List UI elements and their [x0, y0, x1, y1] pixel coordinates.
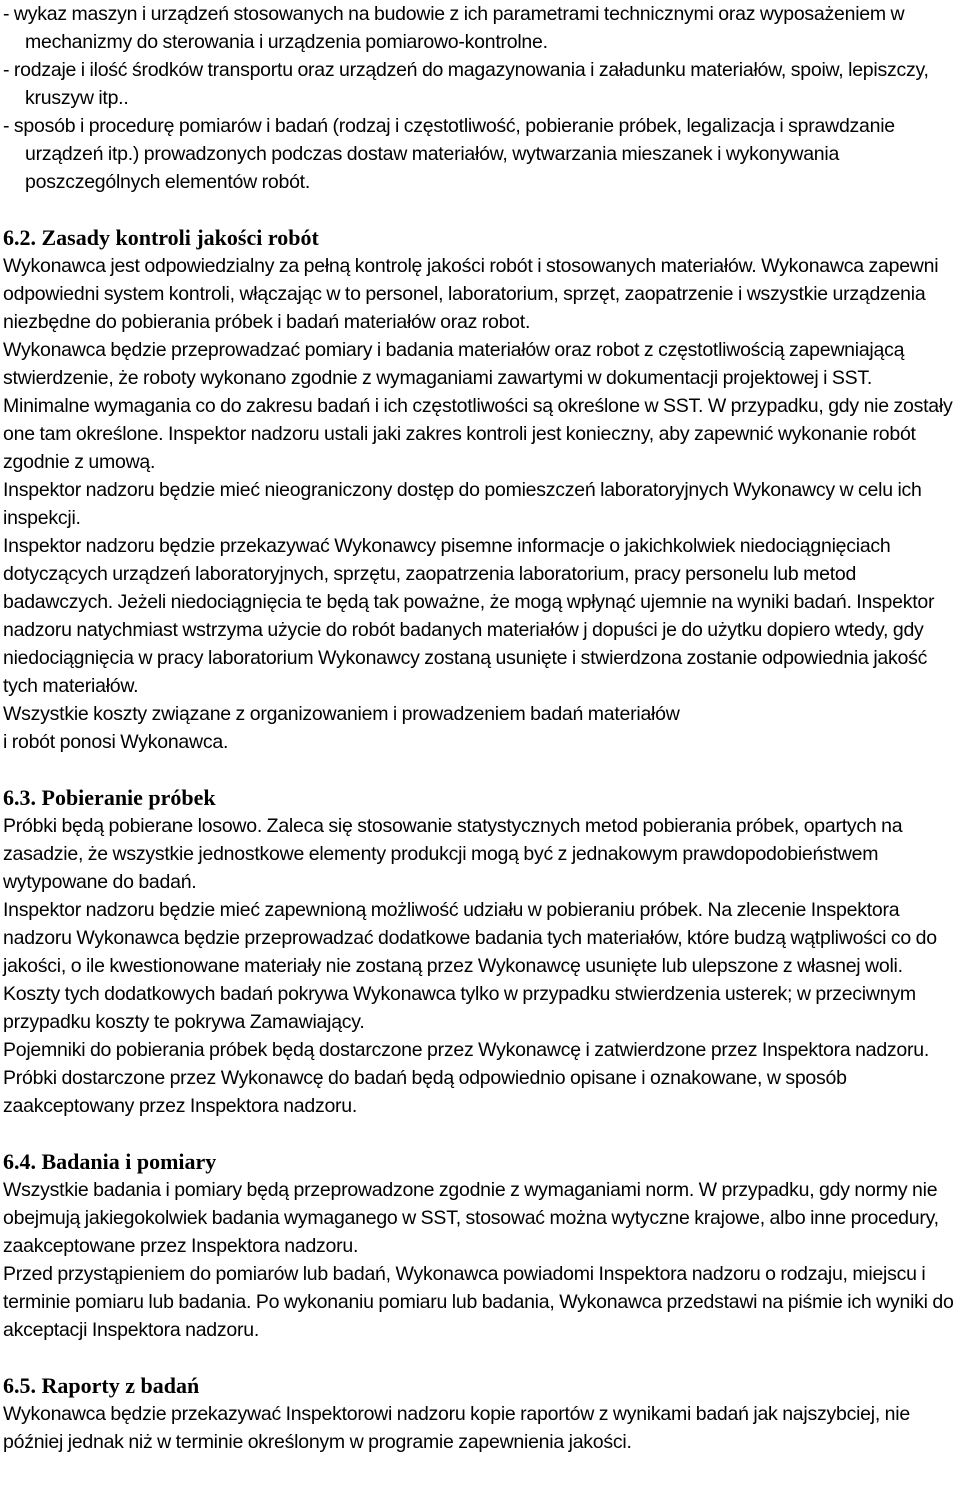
- paragraph: Przed przystąpieniem do pomiarów lub badań, Wykonawca powiadomi Inspektora nadzoru o rodzaju, miejscu i terminie pomiaru lub badania. Po wykonaniu pomiaru lub badania, Wykonawca przedstawi na piśmie ich wyniki do akceptacji Inspektora nadzoru.: [3, 1263, 954, 1341]
- section-heading: 6.2. Zasady kontroli jakości robót: [3, 225, 319, 250]
- paragraph: Inspektor nadzoru będzie mieć nieograniczony dostęp do pomieszczeń laboratoryjnych Wykonawcy w celu ich inspekcji.: [3, 479, 922, 529]
- paragraph: Wykonawca będzie przeprowadzać pomiary i badania materiałów oraz robot z częstotliwością zapewniającą stwierdzenie, że roboty wykonano zgodnie z wymaganiami zawartymi w dokumentacji projektowej i SST.: [3, 339, 905, 389]
- paragraph: Wszystkie badania i pomiary będą przeprowadzone zgodnie z wymaganiami norm. W przypadku, gdy normy nie obejmują jakiegokolwiek badania wymaganego w SST, stosować można wytyczne krajowe, albo inne procedury, zaakceptowane przez Inspektora nadzoru.: [3, 1179, 939, 1257]
- paragraph: Minimalne wymagania co do zakresu badań i ich częstotliwości są określone w SST. W przypadku, gdy nie zostały one tam określone. Inspektor nadzoru ustali jaki zakres kontroli jest konieczny, aby zapewnić wykonanie robót zgodnie z umową.: [3, 395, 953, 473]
- paragraph: Inspektor nadzoru będzie mieć zapewnioną możliwość udziału w pobieraniu próbek. Na zlecenie Inspektora nadzoru Wykonawca będzie przeprowadzać dodatkowe badania tych materiałów, które budzą wątpliwości co do jakości, o ile kwestionowane materiały nie zostaną przez Wykonawcę usunięte lub ulepszone z własnej woli. Koszty tych dodatkowych badań pokrywa Wykonawca tylko w przypadku stwierdzenia usterek; w przeciwnym przypadku koszty te pokrywa Zamawiający.: [3, 899, 937, 1033]
- paragraph: Inspektor nadzoru będzie przekazywać Wykonawcy pisemne informacje o jakichkolwiek niedociągnięciach dotyczących urządzeń laboratoryjnych, sprzętu, zaopatrzenia laboratorium, pracy personelu lub metod badawczych. Jeżeli niedociągnięcia te będą tak poważne, że mogą wpłynąć ujemnie na wyniki badań. Inspektor nadzoru natychmiast wstrzyma użycie do robót badanych materiałów j dopuści je do użytku dopiero wtedy, gdy niedociągnięcia w pracy laboratorium Wykonawcy zostaną usunięte i stwierdzona zostanie odpowiednia jakość tych materiałów.: [3, 535, 935, 697]
- paragraph: Wszystkie koszty związane z organizowaniem i prowadzeniem badań materiałów: [3, 703, 680, 725]
- paragraph: i robót ponosi Wykonawca.: [3, 731, 229, 753]
- section-heading: 6.3. Pobieranie próbek: [3, 785, 216, 810]
- bullet-item: - rodzaje i ilość środków transportu oraz urządzeń do magazynowania i załadunku materiałów, spoiw, lepiszczy, kruszyw itp..: [3, 59, 929, 109]
- section-test-reports: [3, 1372, 960, 1456]
- bullet-item: - wykaz maszyn i urządzeń stosowanych na budowie z ich parametrami technicznymi oraz wyposażeniem w mechanizmy do sterowania i urządzenia pomiarowo-kontrolne.: [3, 3, 905, 53]
- paragraph: Próbki będą pobierane losowo. Zaleca się stosowanie statystycznych metod pobierania próbek, opartych na zasadzie, że wszystkie jednostkowe elementy produkcji mogą być z jednakowym prawdopodobieństwem wytypowane do badań.: [3, 815, 903, 893]
- section-heading: 6.4. Badania i pomiary: [3, 1149, 217, 1174]
- section-tests-and-measurements: [3, 1148, 960, 1344]
- section-sampling: [3, 784, 960, 1120]
- section-heading: 6.5. Raporty z badań: [3, 1373, 200, 1398]
- paragraph: Wykonawca będzie przekazywać Inspektorowi nadzoru kopie raportów z wynikami badań jak najszybciej, nie później jednak niż w terminie określonym w programie zapewnienia jakości.: [3, 1403, 910, 1453]
- paragraph: Pojemniki do pobierania próbek będą dostarczone przez Wykonawcę i zatwierdzone przez Inspektora nadzoru. Próbki dostarczone przez Wykonawcę do badań będą odpowiednio opisane i oznakowane, w sposób zaakceptowany przez Inspektora nadzoru.: [3, 1039, 930, 1117]
- paragraph: Wykonawca jest odpowiedzialny za pełną kontrolę jakości robót i stosowanych materiałów. Wykonawca zapewni odpowiedni system kontroli, włączając w to personel, laboratorium, sprzęt, zaopatrzenie i wszystkie urządzenia niezbędne do pobierania próbek i badań materiałów oraz robot.: [3, 255, 939, 333]
- section-quality-control-rules: [3, 224, 960, 756]
- bullet-item: - sposób i procedurę pomiarów i badań (rodzaj i częstotliwość, pobieranie próbek, legalizacja i sprawdzanie urządzeń itp.) prowadzonych podczas dostaw materiałów, wytwarzania mieszanek i wykonywania poszczególnych elementów robót.: [3, 115, 895, 193]
